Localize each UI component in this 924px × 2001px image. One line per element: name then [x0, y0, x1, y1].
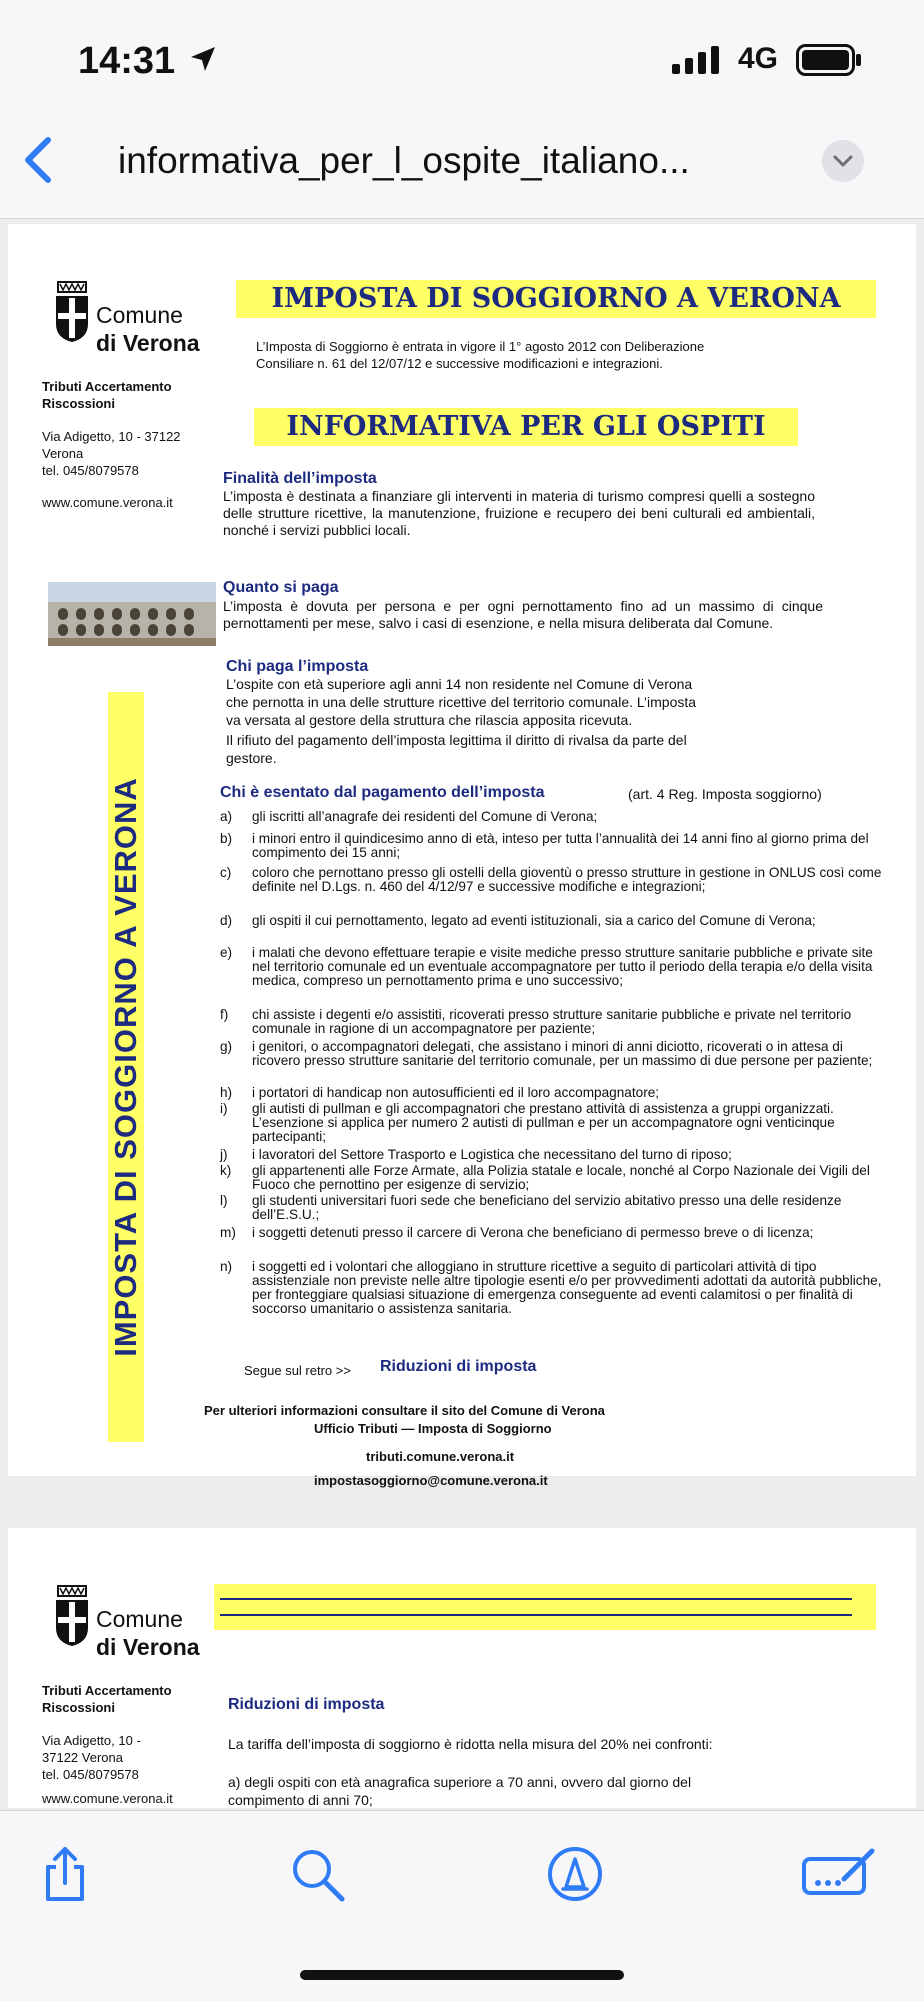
status-time: 14:31 [78, 40, 176, 82]
logo-text-1: Comune [96, 302, 183, 328]
markup-icon[interactable] [546, 1845, 604, 1903]
office-name-2: Riscossioni [42, 396, 115, 411]
main-title: IMPOSTA DI SOGGIORNO A VERONA [236, 280, 876, 318]
address-line-2: Verona [42, 446, 84, 461]
home-indicator [300, 1970, 624, 1980]
intro-line-2: Consiliare n. 61 del 12/07/12 e successive modificazioni e integrazioni. [256, 356, 663, 371]
exemption-f: f) chi assiste i degenti e/o assistiti, ricoverati presso strutture sanitarie pubbliche e private nel territorio comunale in ragione di un accompagnatore per paziente; [220, 1007, 852, 1036]
website: www.comune.verona.it [42, 495, 173, 510]
arena-photo [48, 582, 216, 646]
section-title-chi-paga: Chi paga l’imposta [226, 658, 369, 675]
section-title-quanto: Quanto si paga [223, 579, 339, 596]
search-icon[interactable] [288, 1845, 346, 1903]
section-text-finalita: L’imposta è destinata a finanziare gli interventi in materia di turismo compresi quelli a sostegno delle strutture ricettive, la manutenzione, fruizione e recupero dei beni culturali ed ambientali, nonché i servizi pubblici locali. [223, 488, 815, 538]
section-title-esenzioni: Chi è esentato dal pagamento dell’imposta [220, 784, 545, 801]
battery-icon [796, 44, 862, 76]
telephone: tel. 045/8079578 [42, 463, 139, 478]
p2-office-name-1: Tributi Accertamento [42, 1683, 172, 1698]
p2-title-bar [214, 1584, 876, 1630]
status-bar [0, 0, 924, 110]
exemption-e: e) i malati che devono effettuare terapie e visite mediche presso strutture sanitarie pubbliche e private site nel territorio comunale ed un eventuale accompagnatore per tutto il periodo della terapia e/o della visita medica, compreso un pernottamento prima e uno successivo; [220, 945, 873, 988]
segue-label: Segue sul retro >> [244, 1363, 351, 1378]
footer-office: Ufficio Tributi — Imposta di Soggiorno [314, 1421, 552, 1436]
address-line-1: Via Adigetto, 10 - 37122 [42, 429, 181, 444]
document-title: informativa_per_l_ospite_italiano... [118, 140, 690, 181]
nav-bar [0, 110, 924, 219]
section-text-chi-paga-3: va versata al gestore della struttura che rilascia apposita ricevuta. [226, 712, 633, 728]
section-text-chi-paga-5: gestore. [226, 750, 277, 766]
pdf-page-2 [8, 1528, 916, 1808]
p2-title: Riduzioni di imposta [228, 1696, 385, 1713]
section-text-chi-paga-4: Il rifiuto del pagamento dell’imposta legittima il diritto di rivalsa da parte del [226, 732, 687, 748]
section-ref-esenzioni: (art. 4 Reg. Imposta soggiorno) [628, 786, 822, 802]
p2-logo-text-1: Comune [96, 1606, 183, 1632]
p2-telephone: tel. 045/8079578 [42, 1767, 139, 1782]
exemption-i: i) gli autisti di pullman e gli accompagnatori che prestano attività di assistenza a gruppi organizzati. L’esenzione si applica per numero 2 autisti di pullman e per un accompagnatore ogni venticinque partecipanti; [220, 1101, 835, 1144]
network-type: 4G [738, 42, 779, 75]
exemption-j: j) i lavoratori del Settore Trasporto e Logistica che necessitano del turno di riposo; [220, 1147, 732, 1162]
p2-text-3: compimento di anni 70; [228, 1792, 373, 1808]
exemption-d: d) gli ospiti il cui pernottamento, legato ad eventi istituzionali, sia a carico del Comune di Verona; [220, 913, 816, 928]
logo-text-2: di Verona [96, 330, 200, 356]
p2-address-line-1: Via Adigetto, 10 - [42, 1733, 141, 1748]
riduzioni-link[interactable]: Riduzioni di imposta [380, 1358, 537, 1375]
footer-email[interactable]: impostasoggiorno@comune.verona.it [314, 1473, 548, 1488]
vertical-banner [108, 692, 144, 1442]
back-chevron-icon[interactable] [18, 134, 62, 186]
exemption-m: m) i soggetti detenuti presso il carcere di Verona che beneficiano di permesso breve o di licenza; [220, 1225, 814, 1240]
signal-icon [672, 46, 722, 74]
p2-logo-text-2: di Verona [96, 1634, 200, 1660]
subtitle: INFORMATIVA PER GLI OSPITI [254, 408, 798, 446]
vertical-banner-text: IMPOSTA DI SOGGIORNO A VERONA [108, 777, 143, 1357]
exemption-n: n) i soggetti ed i volontari che alloggiano in strutture ricettive a seguito di particolari attività di tipo assistenziale non previste nelle altre tipologie esenti e/o per provvedimenti adottati da autorità pubbliche, per fronteggiare qualsiasi situazione di emergenza conseguente ad eventi calamitosi o per finalità di soccorso umanitario o assistenza sanitaria. [220, 1259, 882, 1316]
intro-line-1: L’Imposta di Soggiorno è entrata in vigore il 1° agosto 2012 con Deliberazione [256, 339, 705, 354]
p2-website: www.comune.verona.it [42, 1791, 173, 1806]
footer-site[interactable]: tributi.comune.verona.it [366, 1449, 515, 1464]
section-text-chi-paga-1: L’ospite con età superiore agli anni 14 non residente nel Comune di Verona [226, 676, 693, 692]
chevron-down-icon[interactable] [822, 140, 864, 182]
crest-icon-2 [54, 1584, 90, 1648]
pdf-page-1 [8, 224, 916, 1488]
exemption-g: g) i genitori, o accompagnatori delegati, che assistano i minori di anni diciotto, ricoverati o in attesa di ricovero presso strutture sanitarie del territorio comunale, per un massimo di due persone per paziente; [220, 1039, 873, 1068]
exemption-a: a) gli iscritti all’anagrafe dei residenti del Comune di Verona; [220, 809, 598, 824]
exemption-h: h) i portatori di handicap non autosufficienti ed il loro accompagnatore; [220, 1085, 660, 1100]
location-arrow-icon [188, 44, 218, 74]
share-icon[interactable] [36, 1845, 94, 1903]
exemption-k: k) gli appartenenti alle Forze Armate, alla Polizia statale e locale, nonché al Corpo Nazionale dei Vigili del Fuoco che pernottino per esigenze di servizio; [220, 1163, 870, 1192]
section-text-quanto: L’imposta è dovuta per persona e per ogni pernottamento fino ad un massimo di cinque pernottamenti per mese, salvo i casi di esenzione, e nella misura deliberata dal Comune. [223, 598, 823, 631]
p2-address-line-2: 37122 Verona [42, 1750, 123, 1765]
crest-icon [54, 280, 90, 344]
exemption-l: l) gli studenti universitari fuori sede che beneficiano del servizio abitativo presso una delle residenze dell’E.S.U.; [220, 1193, 842, 1222]
exemption-c: c) coloro che pernottano presso gli ostelli della gioventù o presso strutture in gestione in ONLUS così come definite nel D.Lgs. n. 460 del 4/12/97 e successive modifiche e integrazioni; [220, 865, 882, 894]
footer-info: Per ulteriori informazioni consultare il sito del Comune di Verona [204, 1403, 605, 1418]
p2-office-name-2: Riscossioni [42, 1700, 115, 1715]
exemption-b: b) i minori entro il quindicesimo anno di età, inteso per tutta l’annualità dei 14 anni fino al giorno prima del compimento dei 15 anni; [220, 831, 869, 860]
edit-icon[interactable] [800, 1845, 880, 1903]
office-name-1: Tributi Accertamento [42, 379, 172, 394]
section-title-finalita: Finalità dell’imposta [223, 470, 377, 487]
section-text-chi-paga-2: che pernotta in una delle strutture ricettive del territorio comunale. L’imposta [226, 694, 697, 710]
p2-text-1: La tariffa dell’imposta di soggiorno è ridotta nella misura del 20% nei confronti: [228, 1736, 713, 1752]
p2-text-2: a) degli ospiti con età anagrafica superiore a 70 anni, ovvero dal giorno del [228, 1774, 692, 1790]
